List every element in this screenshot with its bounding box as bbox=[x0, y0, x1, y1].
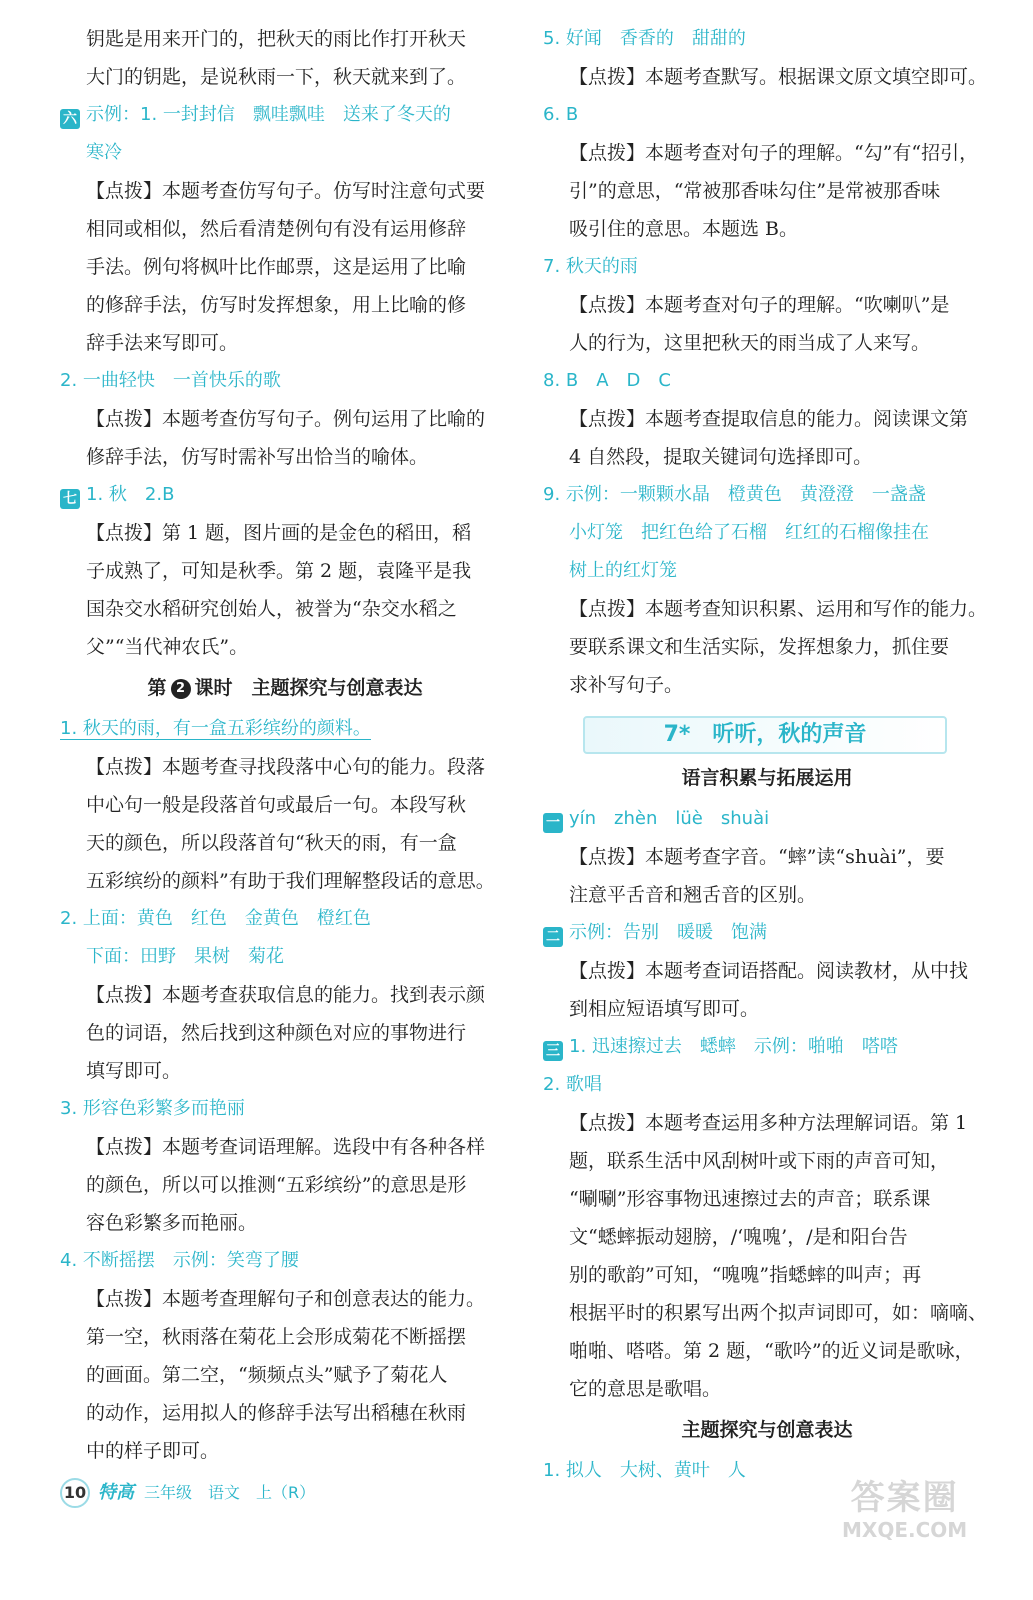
tip-line: 五彩缤纷的颜料”有助于我们理解整段话的意思。 bbox=[86, 870, 495, 892]
q5-answer: 5. 好闻 香香的 甜甜的 bbox=[543, 28, 746, 49]
page-number: 10 bbox=[60, 1478, 90, 1508]
tip-line: 国杂交水稻研究创始人，被誉为“杂交水稻之 bbox=[86, 598, 457, 620]
tip-line: 的颜色，所以可以推测“五彩缤纷”的意思是形 bbox=[86, 1174, 467, 1196]
tip-line: 【点拨】本题考查寻找段落中心句的能力。段落 bbox=[86, 756, 486, 778]
tip-line: 【点拨】本题考查获取信息的能力。找到表示颜 bbox=[86, 984, 486, 1006]
tip-line: 引”的意思，“常被那香味勾住”是常被那香味 bbox=[569, 180, 941, 202]
tip-line: 相同或相似，然后看清楚例句有没有运用修辞 bbox=[86, 218, 467, 240]
watermark bbox=[842, 1478, 967, 1542]
tip-line: 中的样子即可。 bbox=[86, 1440, 220, 1462]
tip-line: 第一空，秋雨落在菊花上会形成菊花不断摇摆 bbox=[86, 1326, 467, 1348]
section-6-answer-2: 2. 一曲轻快 一首快乐的歌 bbox=[60, 370, 281, 391]
tip-line: 【点拨】本题考查对句子的理解。“吹喇叭”是 bbox=[569, 294, 950, 316]
lesson-2-title: 第 2 课时 主题探究与创意表达 bbox=[147, 677, 423, 699]
section-6-answer: 六 示例：1. 一封封信 飘哇飘哇 送来了冬天的 bbox=[60, 96, 510, 134]
tip-line: 吸引住的意思。本题选 B。 bbox=[569, 218, 799, 240]
tip-line: 根据平时的积累写出两个拟声词即可，如：嘀嘀、 bbox=[569, 1302, 988, 1324]
q9-answer-cont: 树上的红灯笼 bbox=[569, 560, 677, 581]
tip-line: 人的行为，这里把秋天的雨当成了人来写。 bbox=[569, 332, 931, 354]
tip-line: 【点拨】本题考查对句子的理解。“勾”有“招引， bbox=[569, 142, 979, 164]
brand-logo: 特高 bbox=[98, 1482, 134, 1503]
tip-line: 【点拨】本题考查默写。根据课文原文填空即可。 bbox=[569, 66, 988, 88]
section-7-answer: 七 1. 秋 2.B bbox=[60, 476, 510, 514]
page-footer bbox=[60, 1478, 315, 1508]
intro-line: 大门的钥匙，是说秋雨一下，秋天就来到了。 bbox=[86, 66, 467, 88]
tip-line: 注意平舌音和翘舌音的区别。 bbox=[569, 884, 817, 906]
tip-line: 修辞手法，仿写时需补写出恰当的喻体。 bbox=[86, 446, 429, 468]
tip-line: 的画面。第二空，“频频点头”赋予了菊花人 bbox=[86, 1364, 448, 1386]
tip-line: 中心句一般是段落首句或最后一句。本段写秋 bbox=[86, 794, 467, 816]
tip-line: “唰唰”形容事物迅速擦过去的声音；联系课 bbox=[569, 1188, 931, 1210]
tip-line: 【点拨】第 1 题，图片画的是金色的稻田，稻 bbox=[86, 522, 472, 544]
part-1-tag: 一 bbox=[543, 813, 563, 833]
tip-line: 容色彩繁多而艳丽。 bbox=[86, 1212, 258, 1234]
q2-answer-a: 2. 上面：黄色 红色 金黄色 橙红色 bbox=[60, 908, 371, 929]
part-3-tag: 三 bbox=[543, 1041, 563, 1061]
part-2-tag: 二 bbox=[543, 927, 563, 947]
tip-line: 色的词语，然后找到这种颜色对应的事物进行 bbox=[86, 1022, 467, 1044]
tip-line: 天的颜色，所以段落首句“秋天的雨，有一盒 bbox=[86, 832, 457, 854]
tip-line: 别的歌韵”可知，“𠺌𠺌”指蟋蟀的叫声；再 bbox=[569, 1264, 922, 1286]
tip-line: 【点拨】本题考查仿写句子。例句运用了比喻的 bbox=[86, 408, 486, 430]
q9-answer-cont: 小灯笼 把红色给了石榴 红红的石榴像挂在 bbox=[569, 522, 929, 543]
p3-answer-2: 2. 歌唱 bbox=[543, 1074, 602, 1095]
tip-line: 的修辞手法，仿写时发挥想象，用上比喻的修 bbox=[86, 294, 467, 316]
q2-answer-b: 下面：田野 果树 菊花 bbox=[86, 946, 284, 967]
tip-line: 子成熟了，可知是秋季。第 2 题，袁隆平是我 bbox=[86, 560, 472, 582]
q7-answer: 7. 秋天的雨 bbox=[543, 256, 638, 277]
section-7-tag: 七 bbox=[60, 489, 80, 509]
tip-line: 啪啪、嗒嗒。第 2 题，“歌吟”的近义词是歌咏， bbox=[569, 1340, 974, 1362]
left-column bbox=[60, 20, 510, 1470]
tip-line: 【点拨】本题考查理解句子和创意表达的能力。 bbox=[86, 1288, 486, 1310]
q8-answer: 8. B A D C bbox=[543, 370, 671, 391]
tip-line: 填写即可。 bbox=[86, 1060, 182, 1082]
p2-answer: 二 示例：告别 暖暖 饱满 bbox=[543, 914, 991, 952]
section-6-answer-cont: 寒冷 bbox=[86, 142, 122, 163]
q4-answer: 4. 不断摇摆 示例：笑弯了腰 bbox=[60, 1250, 299, 1271]
subsection-title: 语言积累与拓展运用 bbox=[681, 767, 853, 789]
tip-line: 【点拨】本题考查词语搭配。阅读教材，从中找 bbox=[569, 960, 969, 982]
q3-answer: 3. 形容色彩繁多而艳丽 bbox=[60, 1098, 245, 1119]
tip-line: 【点拨】本题考查运用多种方法理解词语。第 1 bbox=[569, 1112, 968, 1134]
tip-line: 【点拨】本题考查知识积累、运用和写作的能力。 bbox=[569, 598, 988, 620]
watermark-bottom: MXQE.COM bbox=[842, 1518, 968, 1542]
tip-line: 【点拨】本题考查字音。“蟀”读“shuài”，要 bbox=[569, 846, 945, 868]
tip-line: 文“蟋蟀振动翅膀，/‘𠺌𠺌’，/是和阳台告 bbox=[569, 1226, 908, 1248]
r1-answer: 1. 拟人 大树、黄叶 人 bbox=[543, 1460, 746, 1481]
tip-line: 父”“当代神农氏”。 bbox=[86, 636, 249, 658]
q1-answer: 1. 秋天的雨，有一盒五彩缤纷的颜料。 bbox=[60, 718, 371, 739]
lesson-number-badge: 2 bbox=[171, 679, 191, 699]
q9-answer: 9. 示例：一颗颗水晶 橙黄色 黄澄澄 一盏盏 bbox=[543, 484, 926, 505]
tip-line: 【点拨】本题考查提取信息的能力。阅读课文第 bbox=[569, 408, 969, 430]
p1-answer: 一 yín zhèn lüè shuài bbox=[543, 800, 991, 838]
tip-line: 手法。例句将枫叶比作邮票，这是运用了比喻 bbox=[86, 256, 467, 278]
tip-line: 辞手法来写即可。 bbox=[86, 332, 239, 354]
tip-line: 它的意思是歌唱。 bbox=[569, 1378, 722, 1400]
section-6-tag: 六 bbox=[60, 109, 80, 129]
q6-answer: 6. B bbox=[543, 104, 579, 125]
tip-line: 要联系课文和生活实际，发挥想象力，抓住要 bbox=[569, 636, 950, 658]
right-column bbox=[543, 20, 991, 1490]
tip-line: 题，联系生活中风刮树叶或下雨的声音可知， bbox=[569, 1150, 950, 1172]
book-title: 三年级 语文 上（R） bbox=[144, 1483, 316, 1502]
watermark-top: 答案圈 bbox=[850, 1478, 959, 1518]
tip-line: 【点拨】本题考查仿写句子。仿写时注意句式要 bbox=[86, 180, 486, 202]
tip-line: 的动作，运用拟人的修辞手法写出稻穗在秋雨 bbox=[86, 1402, 467, 1424]
tip-line: 【点拨】本题考查词语理解。选段中有各种各样 bbox=[86, 1136, 486, 1158]
tip-line: 到相应短语填写即可。 bbox=[569, 998, 760, 1020]
lesson-7-banner: 7* 听听，秋的声音 bbox=[583, 716, 947, 754]
tip-line: 求补写句子。 bbox=[569, 674, 684, 696]
intro-line: 钥匙是用来开门的，把秋天的雨比作打开秋天 bbox=[86, 28, 467, 50]
p3-answer: 三 1. 迅速擦过去 蟋蟀 示例：啪啪 嗒嗒 bbox=[543, 1028, 991, 1066]
subsection-title: 主题探究与创意表达 bbox=[681, 1419, 853, 1441]
tip-line: 4 自然段，提取关键词句选择即可。 bbox=[569, 446, 873, 468]
